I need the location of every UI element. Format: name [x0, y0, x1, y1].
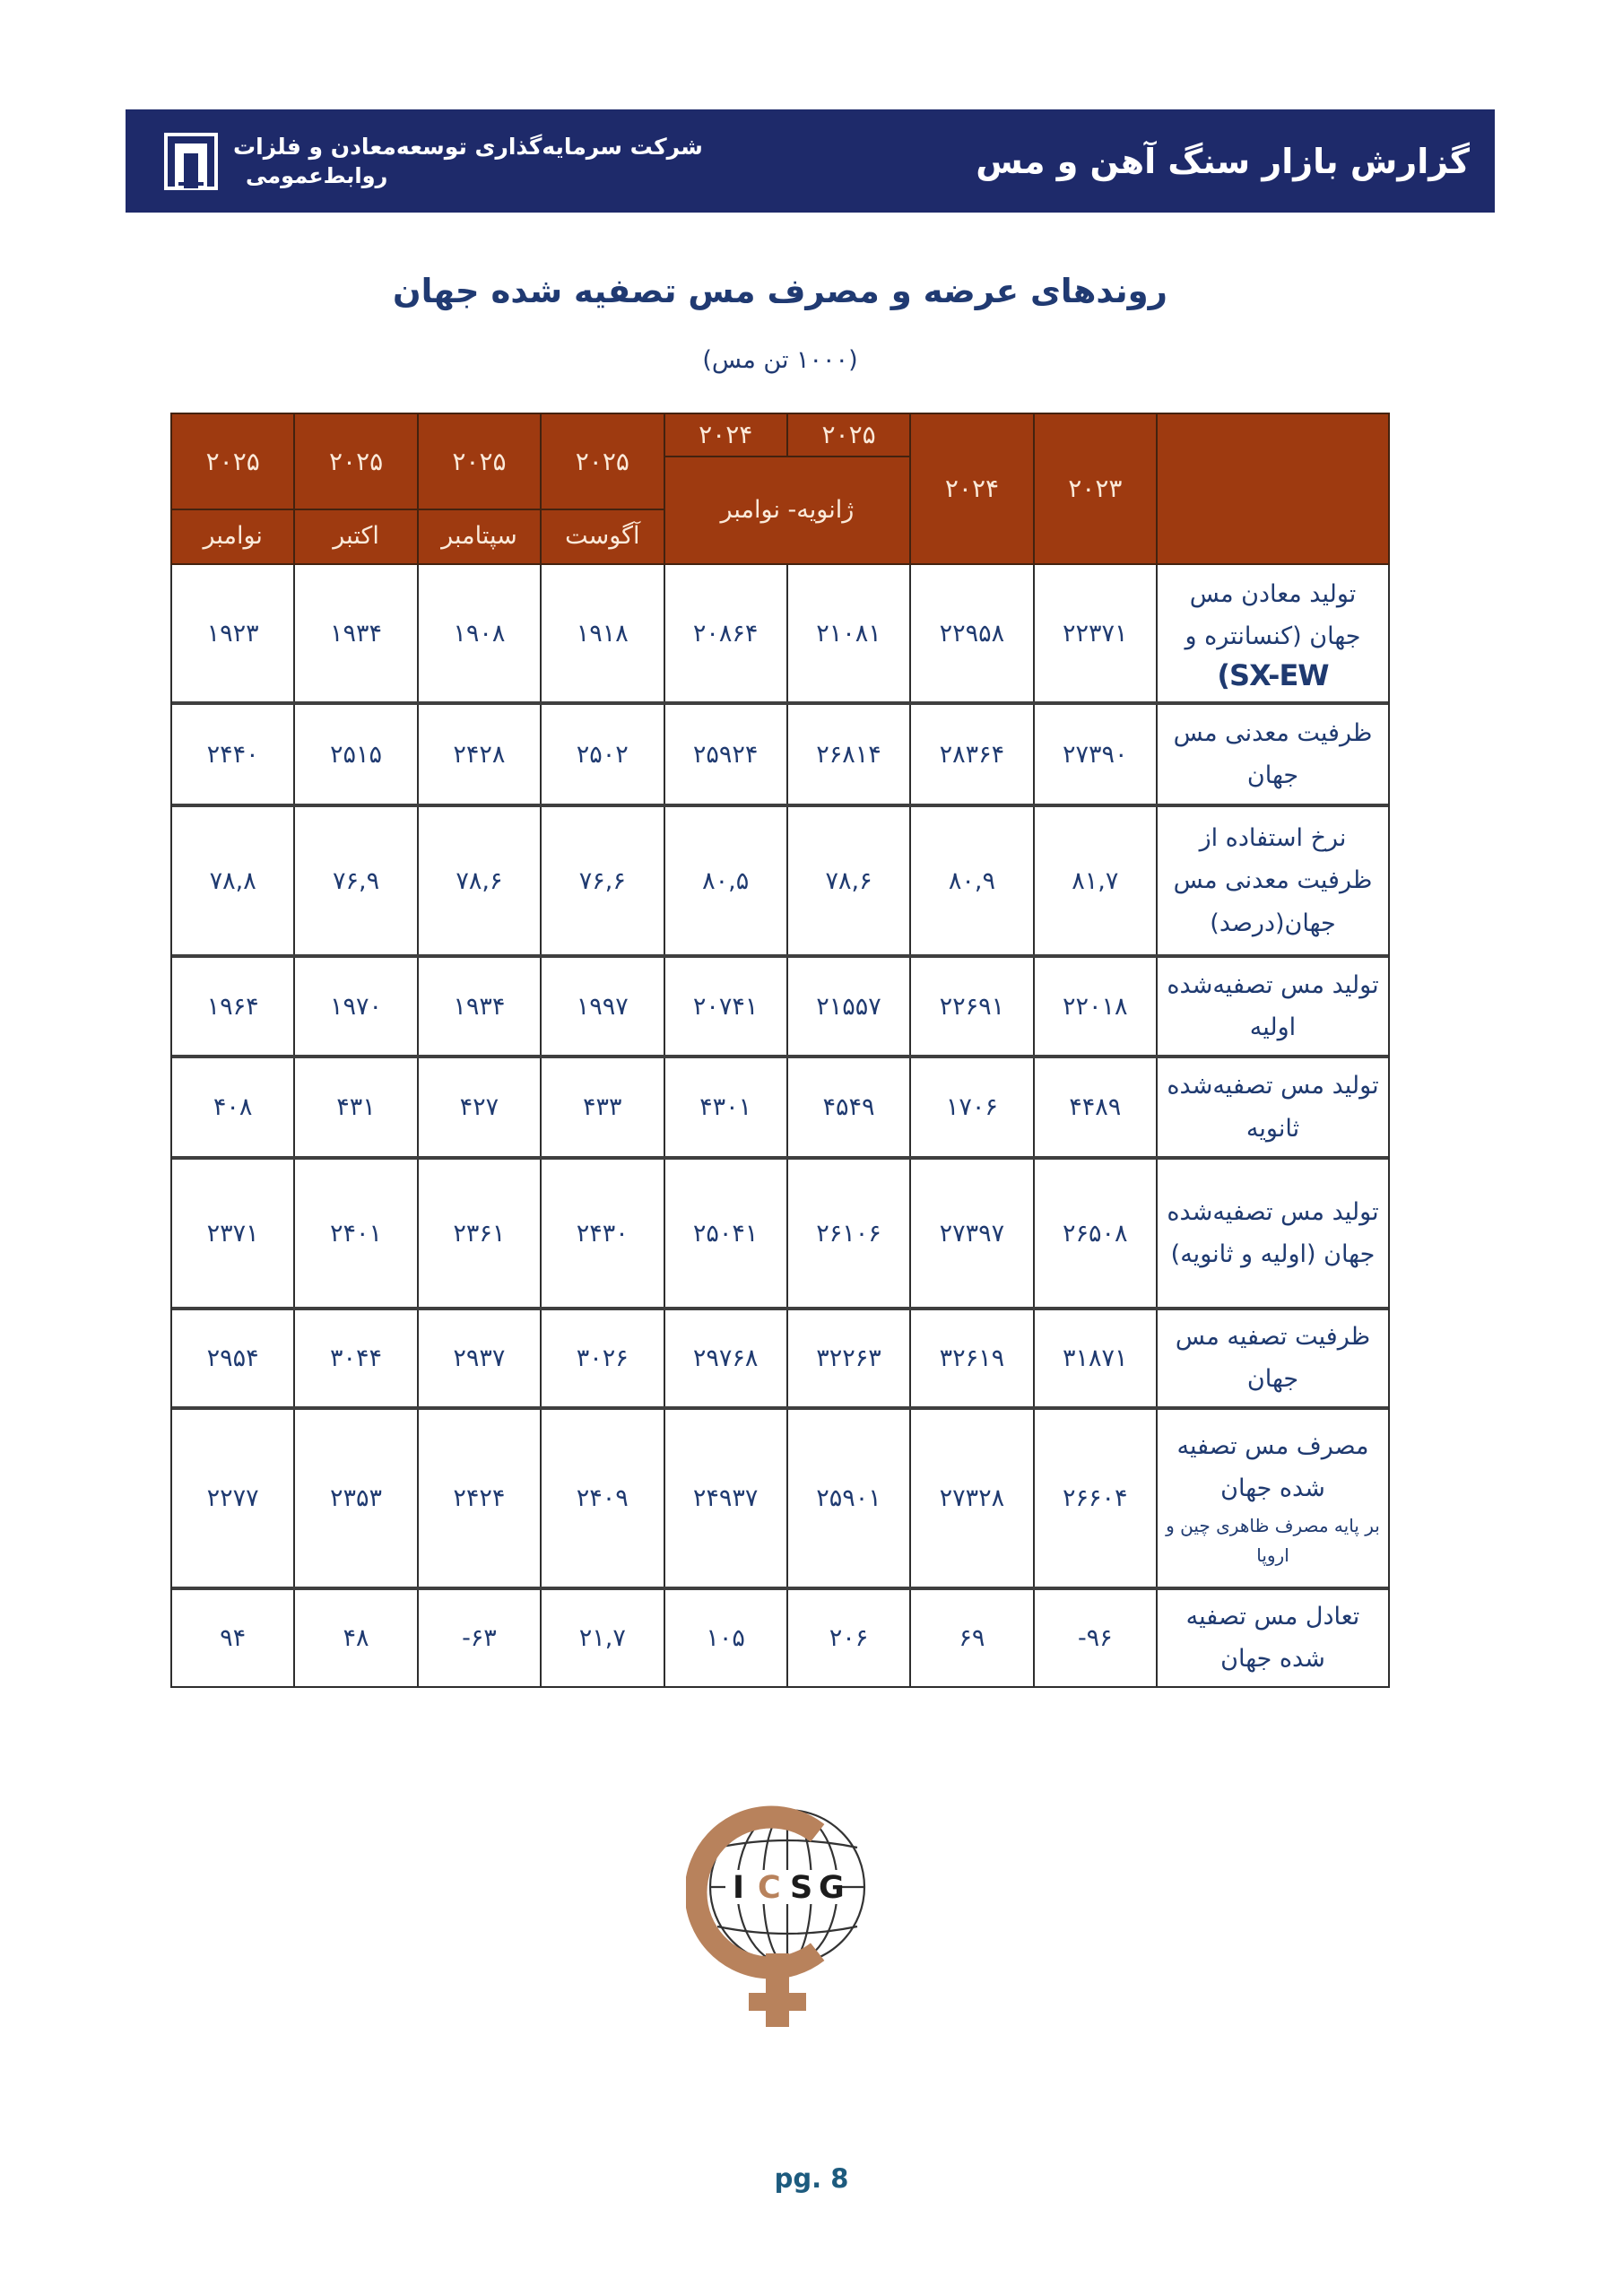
value-cell: ۲۰۶ — [788, 1590, 909, 1686]
value-cell: ۲۸۳۶۴ — [911, 705, 1032, 804]
value-cell: ۱۹۳۴ — [419, 958, 540, 1055]
value-cell: ۲۲۹۵۸ — [911, 565, 1032, 701]
value-cell: ۱۰۵ — [665, 1590, 786, 1686]
value-cell: ۱۹۱۸ — [542, 565, 663, 701]
company-name-line1: شرکت سرمایه‌گذاری توسعه‌معادن و فلزات — [233, 134, 703, 161]
value-cell: ۱۷۰۶ — [911, 1058, 1032, 1156]
value-cell: ۲۳۶۱ — [419, 1160, 540, 1307]
value-cell: ۲۹۷۶۸ — [665, 1310, 786, 1406]
value-cell: ۱۹۶۴ — [172, 958, 293, 1055]
table-body — [170, 565, 1390, 1688]
value-cell: ۴۴۸۹ — [1035, 1058, 1156, 1156]
value-cell: ۲۳۵۳ — [295, 1410, 416, 1587]
value-cell: ۲۵۹۰۱ — [788, 1410, 909, 1587]
value-cell: ۱۹۲۳ — [172, 565, 293, 701]
value-cell: ۲۷۳۹۰ — [1035, 705, 1156, 804]
value-cell: ۲۴۰۹ — [542, 1410, 663, 1587]
value-cell: ۸۰,۹ — [911, 807, 1032, 954]
table-row — [172, 1156, 1388, 1307]
value-cell: ۸۰,۵ — [665, 807, 786, 954]
value-cell: ۸۱,۷ — [1035, 807, 1156, 954]
table-row — [172, 701, 1388, 804]
row-label: تولید مس تصفیه‌شده اولیه — [1158, 958, 1388, 1055]
header-aug-month: آگوست — [542, 510, 663, 563]
value-cell: ۷۶,۹ — [295, 807, 416, 954]
value-cell: ۴۲۷ — [419, 1058, 540, 1156]
page-number: pg. 8 — [774, 2163, 849, 2194]
table-row — [172, 1587, 1388, 1686]
header-oct-month: اکتبر — [295, 510, 416, 563]
value-cell: ۱۹۰۸ — [419, 565, 540, 701]
company-name-line2: روابط‌عمومی — [246, 162, 388, 188]
value-cell: ۲۴۰۱ — [295, 1160, 416, 1307]
value-cell: ۳۱۸۷۱ — [1035, 1310, 1156, 1406]
value-cell: ۴۵۴۹ — [788, 1058, 909, 1156]
row-label: نرخ استفاده از ظرفیت معدنی مس جهان(درصد) — [1158, 807, 1388, 954]
header-row-label-cell — [1158, 414, 1388, 563]
value-cell: ۷۶,۶ — [542, 807, 663, 954]
refined-copper-table — [170, 413, 1390, 1688]
value-cell: ۲۲۳۷۱ — [1035, 565, 1156, 701]
company-name — [233, 132, 703, 190]
value-cell: ۱۹۳۴ — [295, 565, 416, 701]
value-cell: ۳۰۴۴ — [295, 1310, 416, 1406]
value-cell: ۷۸,۶ — [419, 807, 540, 954]
row-label: تعادل مس تصفیه شده جهان — [1158, 1590, 1388, 1686]
icsg-logo — [686, 1792, 870, 2034]
company-block — [126, 132, 703, 191]
value-cell: ۱۹۷۰ — [295, 958, 416, 1055]
value-cell: ۱۹۹۷ — [542, 958, 663, 1055]
value-cell: ۲۴۲۸ — [419, 705, 540, 804]
value-cell: ۶۹ — [911, 1590, 1032, 1686]
table-row — [172, 565, 1388, 701]
value-cell: ۲۳۷۱ — [172, 1160, 293, 1307]
value-cell: ۲۶۱۰۶ — [788, 1160, 909, 1307]
value-cell: ۲۶۶۰۴ — [1035, 1410, 1156, 1587]
value-cell: ۲۲۷۷ — [172, 1410, 293, 1587]
row-label: تولید مس تصفیه‌شده ثانویه — [1158, 1058, 1388, 1156]
value-cell: ۲۴۹۳۷ — [665, 1410, 786, 1587]
row-label: مصرف مس تصفیه شده جهان بر پایه مصرف ظاهری چین و اروپا — [1158, 1410, 1388, 1587]
value-cell: ۴۰۸ — [172, 1058, 293, 1156]
page-subtitle: (۱۰۰۰ تن مس) — [702, 346, 858, 374]
value-cell: ۲۲۶۹۱ — [911, 958, 1032, 1055]
value-cell: ۷۸,۸ — [172, 807, 293, 954]
value-cell: ۲۵۰۲ — [542, 705, 663, 804]
value-cell: ۷۸,۶ — [788, 807, 909, 954]
header-jannov-label: ژانویه- نوامبر — [665, 457, 910, 563]
value-cell: ۲۷۳۲۸ — [911, 1410, 1032, 1587]
header-sep-year: ۲۰۲۵ — [419, 414, 540, 509]
copper-symbol-icon — [696, 1817, 818, 2027]
value-cell: ۴۳۳ — [542, 1058, 663, 1156]
value-cell: ۲۵۰۴۱ — [665, 1160, 786, 1307]
value-cell: ۴۸ — [295, 1590, 416, 1686]
top-header-bar — [126, 109, 1495, 213]
header-jannov-year-2025: ۲۰۲۵ — [788, 414, 909, 456]
value-cell: ۹۴ — [172, 1590, 293, 1686]
value-cell: ۳۲۲۶۳ — [788, 1310, 909, 1406]
table-row — [172, 954, 1388, 1055]
value-cell: ۲۱,۷ — [542, 1590, 663, 1686]
value-cell: ۲۴۴۰ — [172, 705, 293, 804]
table-header — [170, 413, 1390, 565]
value-cell: -۶۳ — [419, 1590, 540, 1686]
row-label: ظرفیت معدنی مس جهان — [1158, 705, 1388, 804]
header-year-2024: ۲۰۲۴ — [911, 414, 1032, 563]
table-row — [172, 804, 1388, 954]
header-jannov-year-2024: ۲۰۲۴ — [665, 414, 786, 456]
table-row — [172, 1406, 1388, 1587]
value-cell: ۲۵۹۲۴ — [665, 705, 786, 804]
row-label: تولید معادن مس جهان (کنسانتره و SX-EW) — [1158, 565, 1388, 701]
value-cell: ۲۷۳۹۷ — [911, 1160, 1032, 1307]
header-nov-year: ۲۰۲۵ — [172, 414, 293, 509]
header-oct-year: ۲۰۲۵ — [295, 414, 416, 509]
table-row — [172, 1055, 1388, 1156]
value-cell: ۲۶۸۱۴ — [788, 705, 909, 804]
report-bar-title: گزارش بازار سنگ آهن و مس — [976, 141, 1470, 181]
icsg-wordmark: I C S G — [733, 1870, 845, 1906]
value-cell: ۴۳۱ — [295, 1058, 416, 1156]
row-label: ظرفیت تصفیه مس جهان — [1158, 1310, 1388, 1406]
header-aug-year: ۲۰۲۵ — [542, 414, 663, 509]
value-cell: ۲۱۵۵۷ — [788, 958, 909, 1055]
value-cell: ۲۲۰۱۸ — [1035, 958, 1156, 1055]
value-cell: ۲۰۷۴۱ — [665, 958, 786, 1055]
row-label: تولید مس تصفیه‌شده جهان (اولیه و ثانویه) — [1158, 1160, 1388, 1307]
header-year-2023: ۲۰۲۳ — [1035, 414, 1156, 563]
value-cell: ۲۶۵۰۸ — [1035, 1160, 1156, 1307]
header-nov-month: نوامبر — [172, 510, 293, 563]
table-row — [172, 1307, 1388, 1406]
value-cell: ۲۴۲۴ — [419, 1410, 540, 1587]
value-cell: ۲۴۳۰ — [542, 1160, 663, 1307]
value-cell: ۲۹۳۷ — [419, 1310, 540, 1406]
value-cell: ۴۳۰۱ — [665, 1058, 786, 1156]
page-title: روندهای عرضه و مصرف مس تصفیه شده جهان — [393, 272, 1167, 310]
value-cell: ۳۰۲۶ — [542, 1310, 663, 1406]
value-cell: ۲۹۵۴ — [172, 1310, 293, 1406]
value-cell: ۳۲۶۱۹ — [911, 1310, 1032, 1406]
company-logo-icon — [163, 132, 219, 191]
value-cell: ۲۱۰۸۱ — [788, 565, 909, 701]
value-cell: ۲۵۱۵ — [295, 705, 416, 804]
value-cell: ۲۰۸۶۴ — [665, 565, 786, 701]
value-cell: -۹۶ — [1035, 1590, 1156, 1686]
header-sep-month: سپتامبر — [419, 510, 540, 563]
